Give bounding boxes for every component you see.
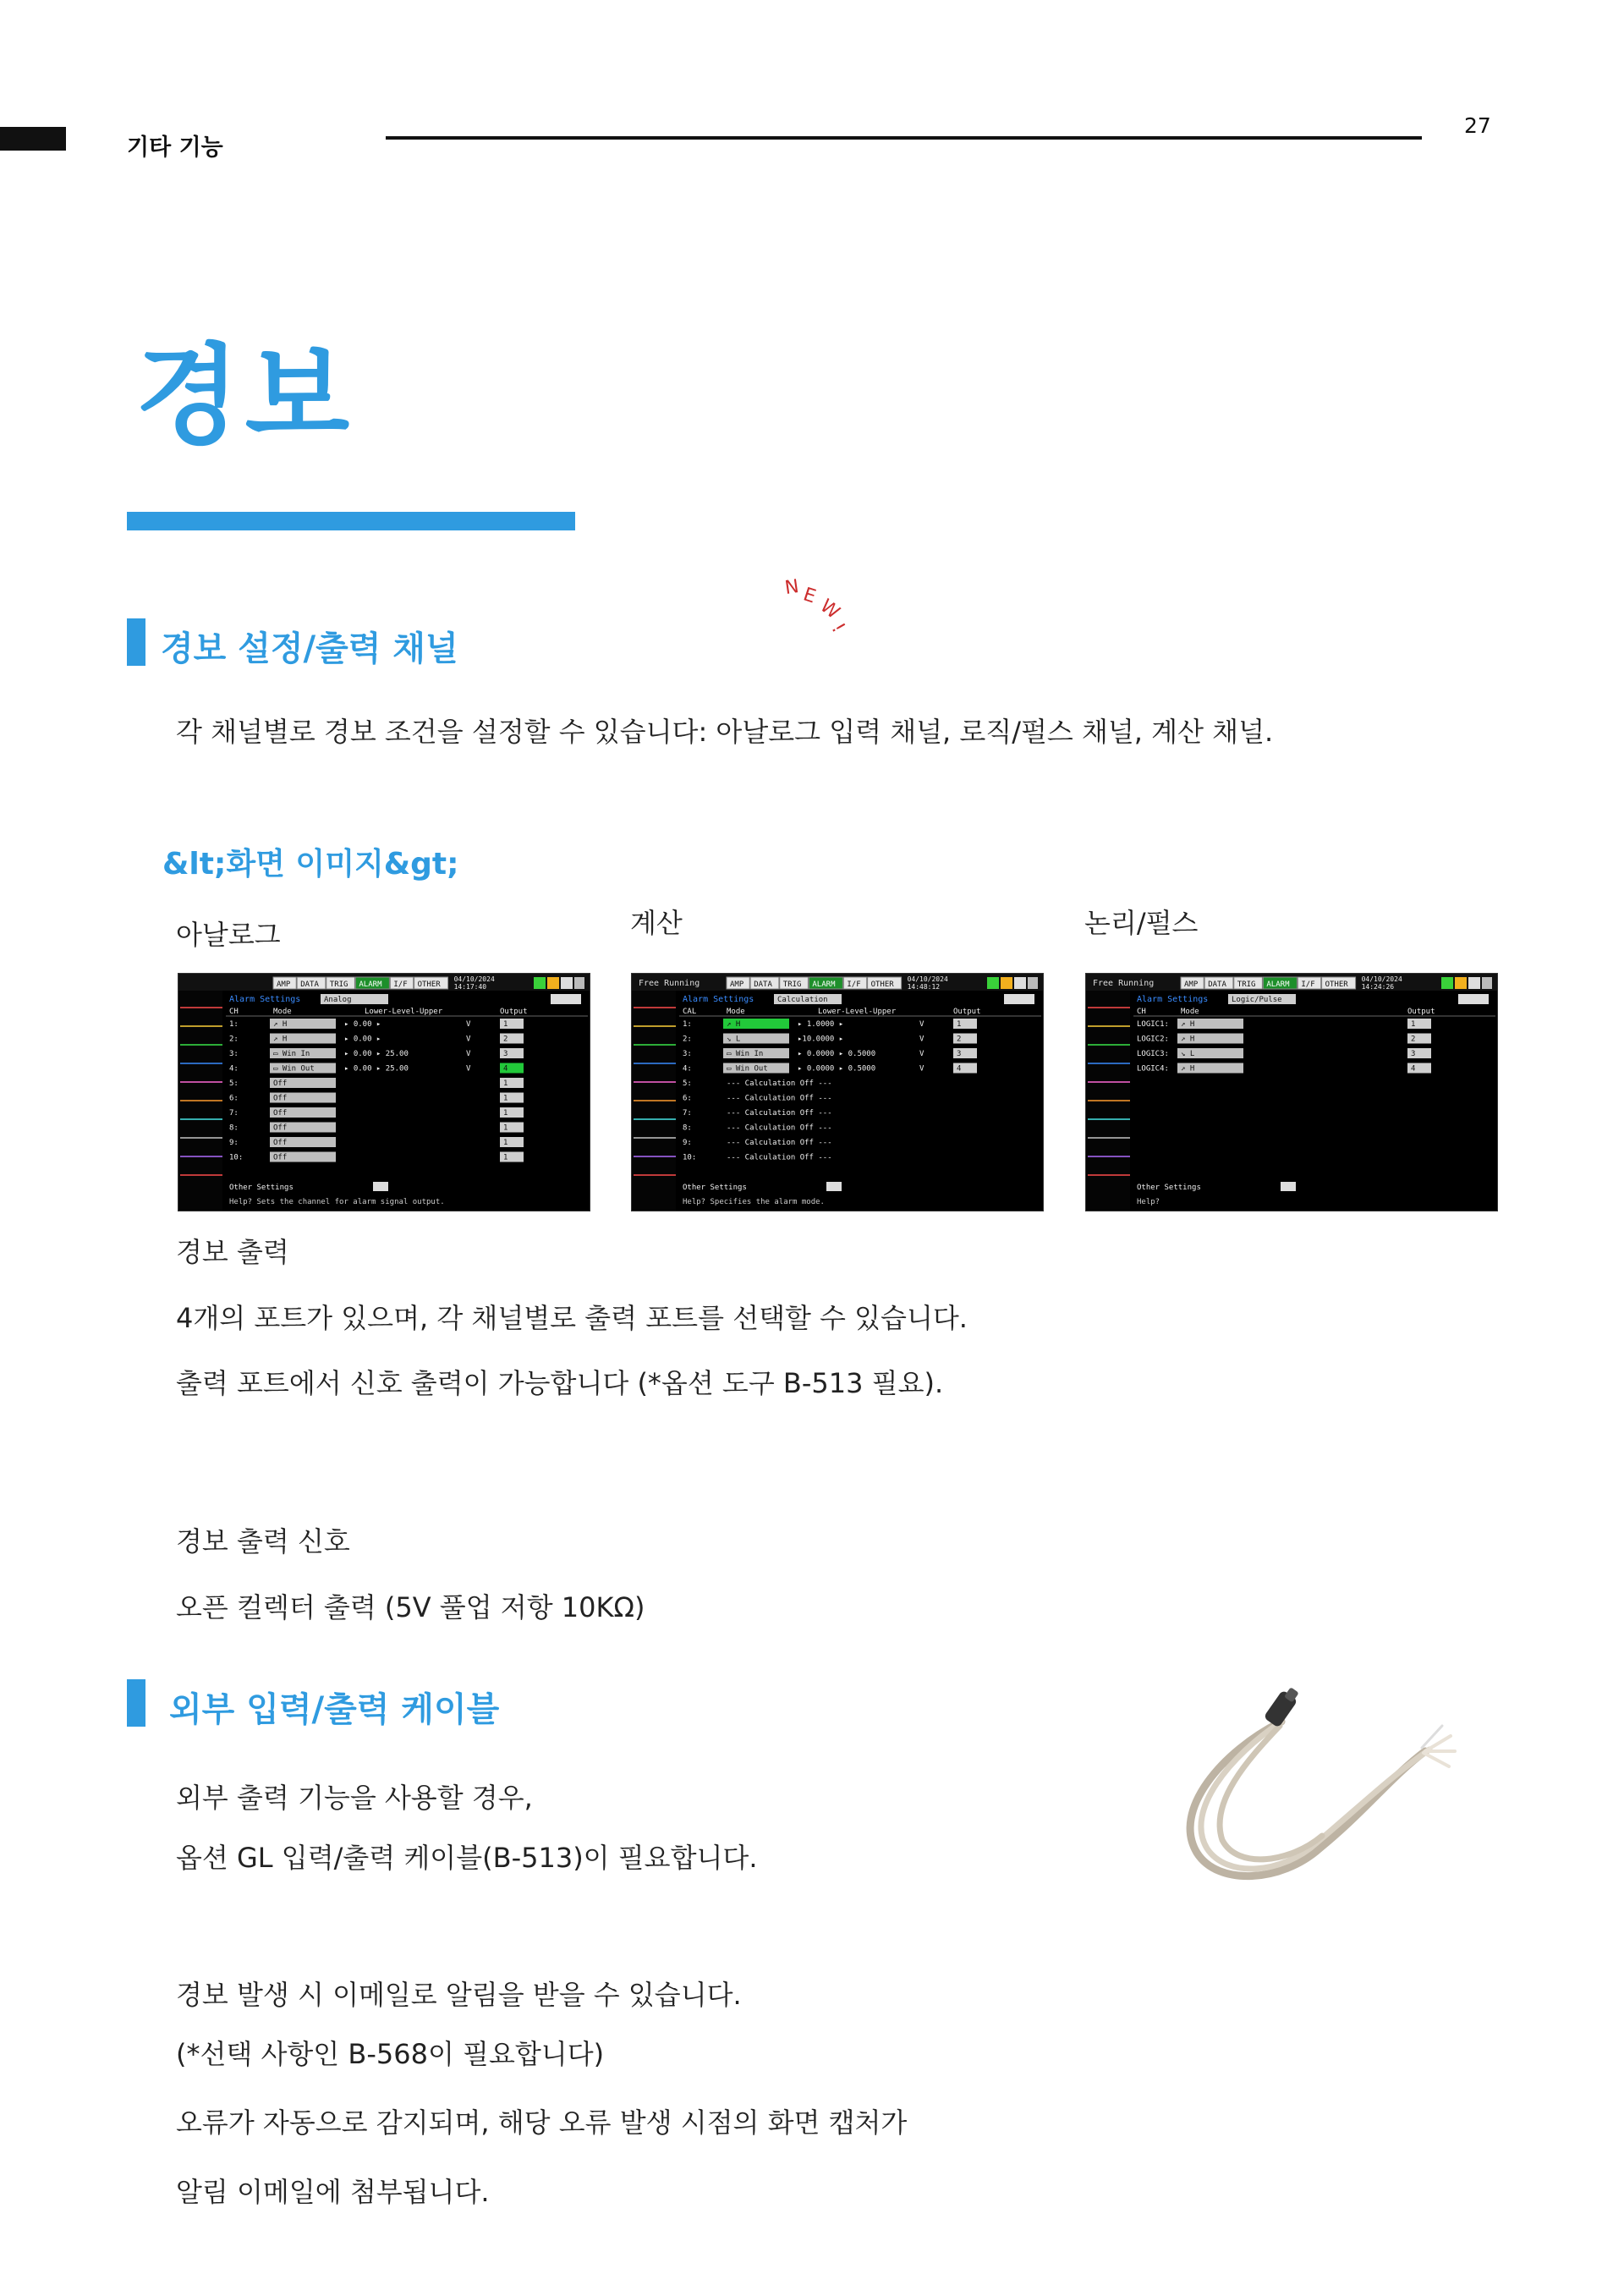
screen-menu-label: Alarm Settings — [229, 995, 301, 1004]
email-line1: 경보 발생 시 이메일로 알림을 받을 수 있습니다. — [176, 1979, 742, 2011]
screen-footer-help: Help? Sets the channel for alarm signal output. — [229, 1198, 445, 1206]
screen-row-mode: Off — [273, 1079, 288, 1088]
screen-status-icon — [1468, 977, 1480, 989]
screen-status-text: Free Running — [1093, 979, 1155, 988]
screen-menu-label: Alarm Settings — [683, 995, 754, 1004]
screen-row-output: 4 — [957, 1064, 962, 1074]
screen-col-header: CAL — [683, 1008, 697, 1016]
screen-row-ch: 10: — [683, 1153, 697, 1162]
screen-row-ch: LOGIC2: — [1137, 1035, 1169, 1044]
screen-row-output: 1 — [503, 1094, 508, 1103]
screen-row-ch: LOGIC4: — [1137, 1064, 1169, 1074]
screen-row-ch: 4: — [683, 1064, 692, 1074]
screen-row-output: 3 — [503, 1050, 508, 1058]
screen-status-icon — [1482, 977, 1492, 989]
screen-row-ch: 8: — [229, 1123, 239, 1133]
screen-row-mode: ↘ L — [1181, 1050, 1195, 1058]
screen-status-icon — [561, 977, 573, 989]
screen-status-icon — [574, 977, 584, 989]
screen-row-level: ▸10.0000 ▸ — [798, 1035, 844, 1044]
screen-row-ch: 7: — [683, 1109, 692, 1118]
page-number: 27 — [1464, 113, 1491, 138]
screen-row-ch: 2: — [683, 1035, 692, 1044]
alarm-signal-heading: 경보 출력 신호 — [176, 1525, 350, 1557]
screen-tab-label: I/F — [847, 980, 861, 989]
screen-status-icon — [1441, 977, 1453, 989]
screen-row-mode: ↗ H — [1181, 1020, 1195, 1029]
screen-row-mode: ↗ H — [273, 1035, 288, 1044]
screen-row-ch: LOGIC1: — [1137, 1020, 1169, 1029]
screen-menu-value: Logic/Pulse — [1232, 996, 1282, 1004]
screen-tab-label: AMP — [277, 980, 291, 989]
screen-row-mode: Off — [273, 1153, 288, 1162]
screen-help-button — [1004, 994, 1034, 1004]
screen-tab-label: DATA — [754, 980, 772, 989]
screen-row-mode: --- Calculation Off --- — [727, 1153, 832, 1162]
screen-tab-label: AMP — [1184, 980, 1199, 989]
screen-col-header: Output — [500, 1008, 528, 1016]
screen-row-mode: Off — [273, 1139, 288, 1147]
screen-row-unit: V — [919, 1050, 924, 1058]
screen-tab-label: OTHER — [417, 980, 441, 989]
screen-status-icon — [987, 977, 999, 989]
email-line2: (*선택 사항인 B-568이 필요합니다) — [176, 2038, 605, 2070]
email-line3: 오류가 자동으로 감지되며, 해당 오류 발생 시점의 화면 캡처가 — [176, 2106, 908, 2139]
new-badge-letter: E — [800, 584, 819, 608]
screen-row-mode: --- Calculation Off --- — [727, 1079, 832, 1088]
screen-row-ch: LOGIC3: — [1137, 1050, 1169, 1058]
screen-row-output: 4 — [1411, 1064, 1416, 1074]
section-title-alarm-settings: 경보 설정/출력 채널 — [161, 629, 458, 668]
screen-row-unit: V — [466, 1064, 471, 1074]
screen-status-icon — [1455, 977, 1467, 989]
screen-row-ch: 4: — [229, 1064, 239, 1074]
screen-col-header: Output — [953, 1008, 981, 1016]
screen-row-unit: V — [466, 1035, 471, 1044]
screen-col-header: Mode — [727, 1008, 745, 1016]
screen-row-mode: --- Calculation Off --- — [727, 1094, 832, 1103]
screen-time: 14:24:26 — [1361, 983, 1395, 991]
screen-status-icon — [547, 977, 559, 989]
screen-row-mode: ↗ H — [1181, 1064, 1195, 1074]
screen-row-output: 3 — [957, 1050, 962, 1058]
screen-row-ch: 1: — [683, 1020, 692, 1029]
caption-calculation: 계산 — [630, 907, 683, 939]
header-rule — [386, 136, 1422, 140]
screen-row-mode: ↗ H — [1181, 1035, 1195, 1044]
screen-row-output: 2 — [503, 1035, 508, 1044]
screen-row-output: 1 — [1411, 1020, 1416, 1029]
alarm-output-line2: 출력 포트에서 신호 출력이 가능합니다 (*옵션 도구 B-513 필요). — [176, 1367, 944, 1399]
screen-col-header: Lower-Level-Upper — [818, 1008, 897, 1016]
screen-row-mode: --- Calculation Off --- — [727, 1123, 832, 1133]
screen-row-ch: 5: — [683, 1079, 692, 1088]
screen-tab-label: ALARM — [359, 980, 382, 989]
new-badge-letter: W — [815, 595, 844, 624]
screen-status-icon — [1014, 977, 1026, 989]
screen-menu-label: Alarm Settings — [1137, 995, 1209, 1004]
screen-row-mode: ▭ Win Out — [727, 1064, 768, 1074]
cable-line1: 외부 출력 기능을 사용할 경우, — [176, 1782, 533, 1814]
screen-date: 04/10/2024 — [453, 975, 495, 983]
section-description: 각 채널별로 경보 조건을 설정할 수 있습니다: 아날로그 입력 채널, 로직/펄스 채널, 계산 채널. — [176, 716, 1274, 748]
screen-footer-settings: Other Settings — [229, 1184, 294, 1192]
screen-row-ch: 7: — [229, 1109, 239, 1118]
screen-row-mode: Off — [273, 1123, 288, 1133]
screen-row-ch: 6: — [229, 1094, 239, 1103]
screen-footer-settings: Other Settings — [1137, 1184, 1201, 1192]
new-badge-letter: ! — [826, 619, 849, 637]
screen-row-ch: 3: — [683, 1050, 692, 1058]
screen-row-mode: ↗ H — [727, 1020, 741, 1029]
title-underline — [127, 512, 575, 530]
screen-row-mode: ▭ Win Out — [273, 1064, 315, 1074]
screen-footer-icon — [373, 1182, 388, 1191]
screen-row-output: 2 — [957, 1035, 962, 1044]
screen-tab-label: OTHER — [1325, 980, 1348, 989]
screen-tab-label: I/F — [393, 980, 408, 989]
screen-status-icon — [1028, 977, 1038, 989]
screen-row-ch: 8: — [683, 1123, 692, 1133]
screen-row-output: 3 — [1411, 1050, 1416, 1058]
screen-date: 04/10/2024 — [907, 975, 948, 983]
screen-row-mode: Off — [273, 1094, 288, 1103]
screen-tab-label: I/F — [1301, 980, 1315, 989]
screen-tab-label: TRIG — [329, 980, 348, 989]
screen-row-level: ▸ 0.00 ▸ 25.00 — [344, 1064, 409, 1074]
screen-tab-label: ALARM — [812, 980, 836, 989]
screen-status-icon — [1001, 977, 1012, 989]
screen-row-ch: 3: — [229, 1050, 239, 1058]
screen-footer-help: Help? — [1137, 1198, 1160, 1206]
screen-menu-value: Calculation — [777, 996, 828, 1004]
screen-time: 14:48:12 — [907, 983, 941, 991]
screen-row-output: 1 — [957, 1020, 962, 1029]
section-marker — [127, 1679, 145, 1727]
screen-row-output: 1 — [503, 1139, 508, 1147]
screen-row-mode: ↗ H — [273, 1020, 288, 1029]
screen-footer-icon — [1281, 1182, 1296, 1191]
screen-row-mode: ▭ Win In — [273, 1050, 310, 1058]
screen-row-ch: 9: — [229, 1139, 239, 1147]
screen-col-header: Mode — [273, 1008, 292, 1016]
screen-row-unit: V — [919, 1020, 924, 1029]
screen-row-level: ▸ 0.00 ▸ 25.00 — [344, 1050, 409, 1058]
screen-row-mode: --- Calculation Off --- — [727, 1139, 832, 1147]
screen-row-level: ▸ 0.00 ▸ — [344, 1035, 381, 1044]
cable-connector — [1264, 1687, 1299, 1727]
screen-row-output: 1 — [503, 1079, 508, 1088]
cable-line2: 옵션 GL 입력/출력 케이블(B-513)이 필요합니다. — [176, 1842, 758, 1874]
screen-row-unit: V — [466, 1020, 471, 1029]
screen-row-ch: 10: — [229, 1153, 244, 1162]
screen-row-mode: ▭ Win In — [727, 1050, 764, 1058]
screen-row-output: 4 — [503, 1064, 508, 1074]
screen-row-ch: 9: — [683, 1139, 692, 1147]
screen-time: 14:17:40 — [453, 983, 487, 991]
header-tab-marker — [0, 127, 66, 151]
screenshot-analog — [178, 973, 590, 1211]
screen-row-mode: Off — [273, 1109, 288, 1118]
header-section-label: 기타 기능 — [127, 135, 223, 161]
screen-col-header: CH — [229, 1008, 239, 1016]
screen-status-text: Free Running — [639, 979, 700, 988]
screen-footer-help: Help? Specifies the alarm mode. — [683, 1198, 825, 1206]
screen-tab-label: DATA — [1208, 980, 1226, 989]
alarm-signal-line1: 오픈 컬렉터 출력 (5V 풀업 저항 10KΩ) — [176, 1591, 645, 1623]
screen-tab-label: ALARM — [1266, 980, 1290, 989]
screen-row-ch: 5: — [229, 1079, 239, 1088]
screen-row-mode: --- Calculation Off --- — [727, 1109, 832, 1118]
screen-row-unit: V — [919, 1035, 924, 1044]
new-badge-letter: N — [783, 575, 801, 600]
screen-row-level: ▸ 0.0000 ▸ 0.5000 — [798, 1050, 876, 1058]
screen-row-level: ▸ 1.0000 ▸ — [798, 1020, 844, 1029]
screen-help-button — [1458, 994, 1489, 1004]
screen-tab-label: TRIG — [782, 980, 802, 989]
screen-tab-label: AMP — [730, 980, 744, 989]
screen-row-output: 1 — [503, 1153, 508, 1162]
screen-row-level: ▸ 0.0000 ▸ 0.5000 — [798, 1064, 876, 1074]
screen-col-header: Lower-Level-Upper — [365, 1008, 443, 1016]
screen-row-level: ▸ 0.00 ▸ — [344, 1020, 381, 1029]
screen-row-unit: V — [466, 1050, 471, 1058]
screen-row-output: 1 — [503, 1123, 508, 1133]
screen-date: 04/10/2024 — [1361, 975, 1402, 983]
screen-footer-settings: Other Settings — [683, 1184, 747, 1192]
caption-analog: 아날로그 — [176, 919, 281, 951]
screen-row-ch: 6: — [683, 1094, 692, 1103]
screen-row-mode: ↘ L — [727, 1035, 741, 1044]
screen-tab-label: DATA — [300, 980, 319, 989]
screen-footer-icon — [826, 1182, 842, 1191]
screen-row-ch: 2: — [229, 1035, 239, 1044]
email-line4: 알림 이메일에 첨부됩니다. — [176, 2176, 490, 2208]
screen-tab-label: OTHER — [870, 980, 894, 989]
alarm-output-line1: 4개의 포트가 있으며, 각 채널별로 출력 포트를 선택할 수 있습니다. — [176, 1302, 968, 1334]
screen-row-unit: V — [919, 1064, 924, 1074]
new-badge — [782, 575, 866, 643]
screen-col-header: Output — [1407, 1008, 1435, 1016]
screen-help-button — [551, 994, 581, 1004]
page-title: 경보 — [135, 333, 355, 459]
screen-row-output: 1 — [503, 1020, 508, 1029]
screenshot-logic-pulse — [1085, 973, 1498, 1211]
screen-image-label: &lt;화면 이미지&gt; — [162, 847, 459, 882]
cable-image — [1171, 1684, 1459, 1895]
alarm-output-heading: 경보 출력 — [176, 1236, 289, 1268]
screen-row-output: 2 — [1411, 1035, 1416, 1044]
screen-col-header: CH — [1137, 1008, 1146, 1016]
section-marker — [127, 618, 145, 666]
screen-row-output: 1 — [503, 1109, 508, 1118]
screen-status-icon — [534, 977, 546, 989]
screenshot-calculation — [631, 973, 1044, 1211]
section-title-cable: 외부 입력/출력 케이블 — [169, 1690, 500, 1729]
screen-menu-value: Analog — [324, 996, 352, 1004]
screen-row-ch: 1: — [229, 1020, 239, 1029]
screen-tab-label: TRIG — [1237, 980, 1256, 989]
screen-col-header: Mode — [1181, 1008, 1199, 1016]
caption-logic-pulse: 논리/펄스 — [1084, 907, 1199, 939]
